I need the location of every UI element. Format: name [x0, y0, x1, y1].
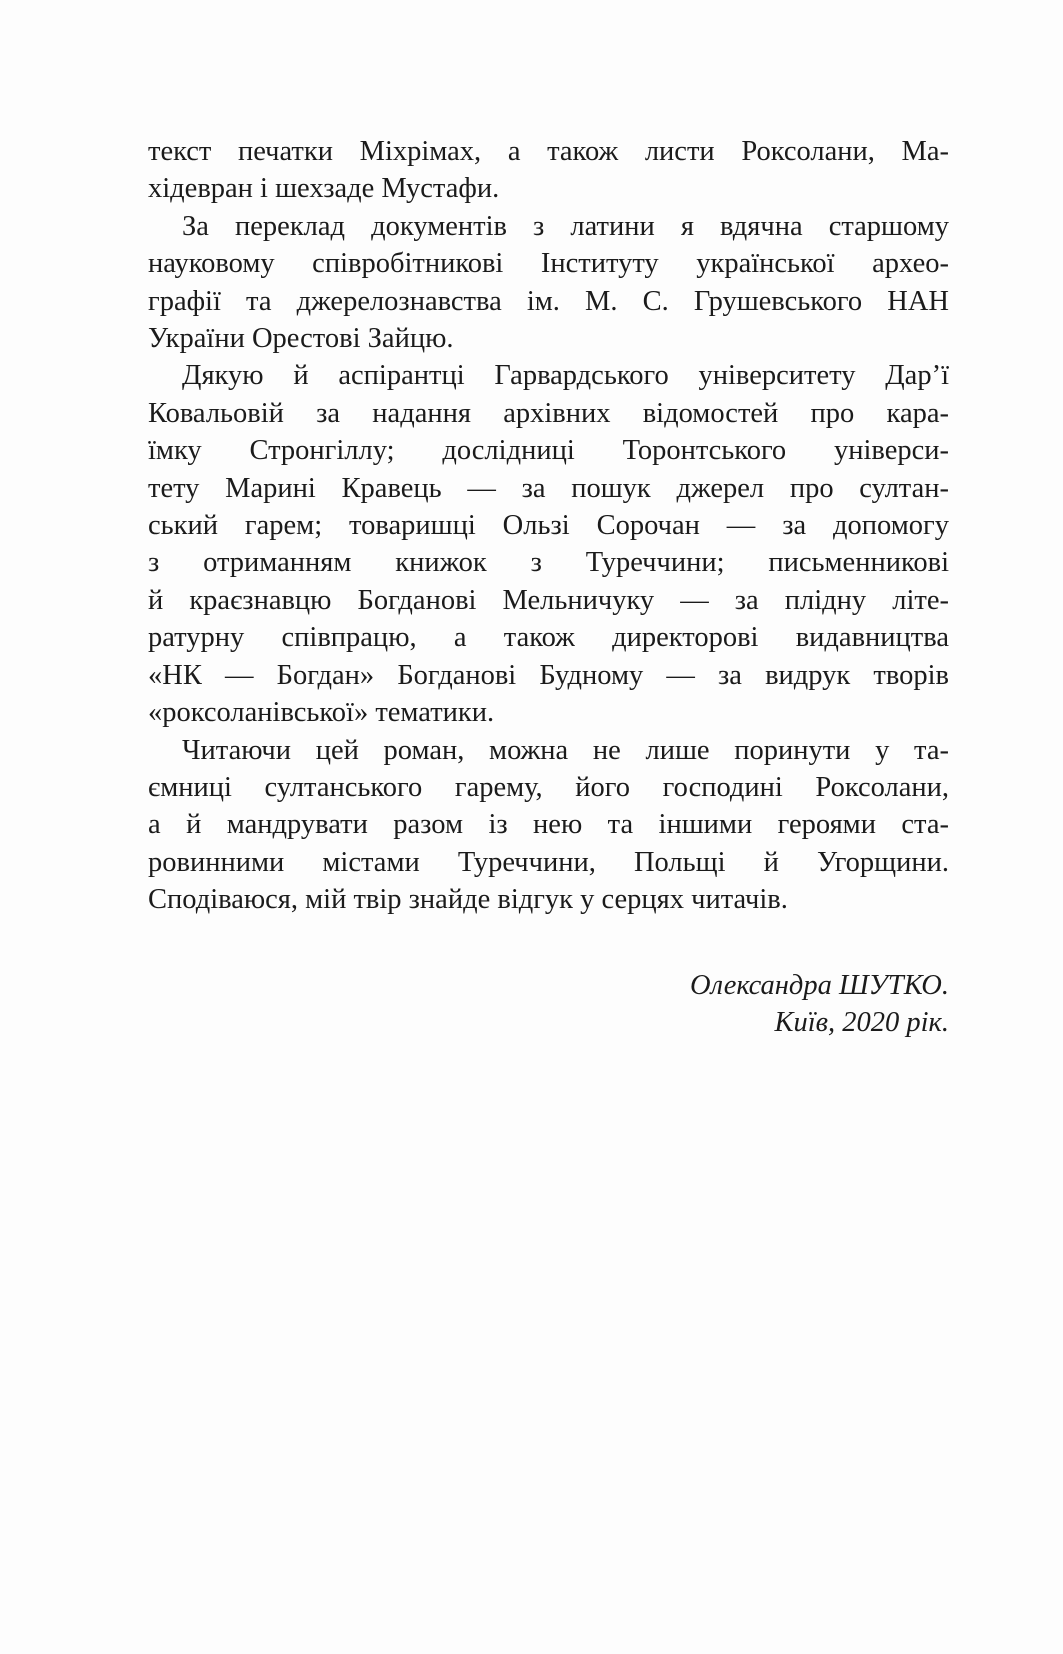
text-line: їмку Стронгіллу; дослідниці Торонтського універси-: [148, 435, 949, 467]
signature-block: [148, 967, 949, 1042]
text-line: Сподіваюся, мій твір знайде відгук у серцях читачів.: [148, 884, 788, 916]
text-line: текст печатки Міхрімах, а також листи Роксолани, Ма-: [148, 136, 949, 167]
text-line: «роксоланівської» тематики.: [148, 697, 495, 729]
signature-author: Олександра ШУТКО.: [689, 970, 949, 1001]
text-line: тету Марині Кравець — за пошук джерел про султан-: [148, 472, 949, 504]
text-line: ровинними містами Туреччини, Польщі й Угорщини.: [148, 846, 949, 878]
text-line: ємниці султанського гарему, його господині Роксолани,: [148, 771, 949, 803]
text-line: ський гарем; товаришці Ользі Сорочан — за допомогу: [148, 510, 949, 542]
text-line: Дякую й аспірантці Гарвардського університету Дар’ї: [182, 360, 949, 392]
text-line: хідевран і шехзаде Мустафи.: [148, 173, 500, 205]
text-line: Ковальовій за надання архівних відомостей про кара-: [148, 397, 949, 429]
signature-place-year: Київ, 2020 рік.: [774, 1007, 949, 1039]
text-line: «НК — Богдан» Богданові Будному — за видрук творів: [148, 659, 949, 691]
text-line: За переклад документів з латини я вдячна старшому: [182, 210, 949, 242]
text-line: з отриманням книжок з Туреччини; письменникові: [148, 547, 949, 579]
text-line: а й мандрувати разом із нею та іншими героями ста-: [148, 809, 949, 841]
text-line: науковому співробітникові Інституту української архео-: [148, 248, 949, 280]
text-line: ратурну співпрацю, а також директорові видавництва: [148, 622, 949, 654]
body-text: [148, 133, 949, 919]
text-line: України Орестові Зайцю.: [148, 323, 454, 355]
text-line: Читаючи цей роман, можна не лише поринути у та-: [182, 734, 949, 766]
text-line: й краєзнавцю Богданові Мельничуку — за плідну літе-: [148, 584, 949, 616]
text-line: графії та джерелознавства ім. М. С. Грушевського НАН: [148, 285, 949, 317]
